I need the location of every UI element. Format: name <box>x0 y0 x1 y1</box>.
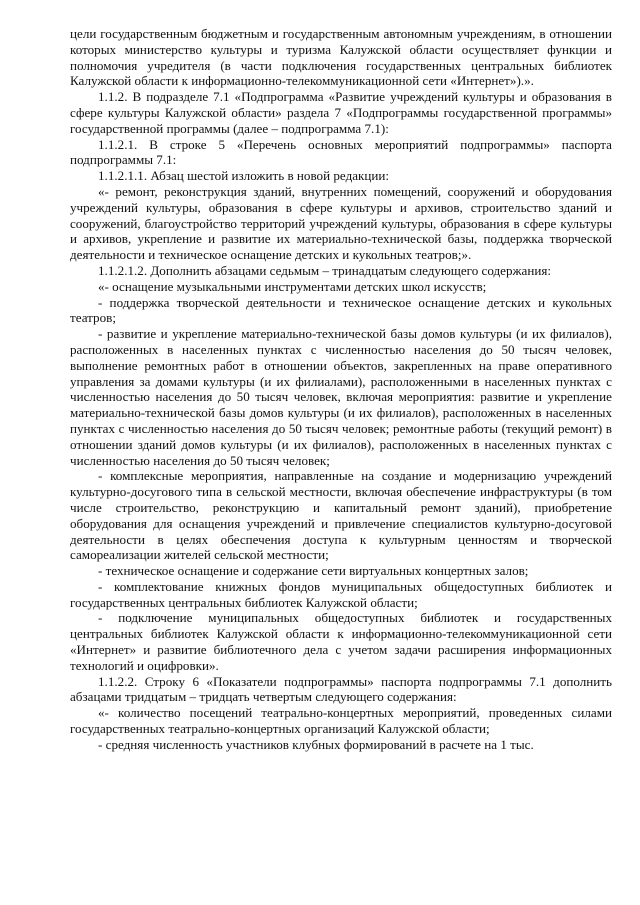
paragraph-1: цели государственным бюджетным и государственным автономным учреждениям, в отношении которых министерство культуры и туризма Калужской области осуществляет функции и полномочия учредителя (в части подключения государственных центральных библиотек Калужской области к информационно-телекоммуникационной сети «Интернет»).». <box>70 26 612 89</box>
paragraph-16: - средняя численность участников клубных формирований в расчете на 1 тыс. <box>98 736 534 752</box>
paragraph-9: - развитие и укрепление материально-технической базы домов культуры (и их филиалов), расположенных в населенных пунктах с численностью населения до 50 тысяч человек, выполнение ремонтных работ в отношении объектов, закрепленных на праве оперативного управления за домами культуры (и их филиалами), расположенными в населенных пунктах с численностью населения до 50 тысяч человек, включая мероприятия: развитие и укрепление материально-технической базы домов культуры (и их филиалов), расположенных в населенных пунктах с численностью населения до 50 тысяч человек; ремонтные работы (текущий ремонт) в отношении зданий домов культуры (и их филиалов), расположенных в населенных пунктах с численностью населения до 50 тысяч человек; <box>70 326 612 468</box>
paragraph-11: - техническое оснащение и содержание сети виртуальных концертных залов; <box>98 563 529 579</box>
paragraph-3: 1.1.2.1. В строке 5 «Перечень основных мероприятий подпрограммы» паспорта подпрограммы 7.1: <box>70 136 612 168</box>
paragraph-13: - подключение муниципальных общедоступных библиотек и государственных центральных библиотек Калужской области к информационно-телекоммуникационной сети «Интернет» и развитие библиотечного дела с учетом задачи расширения информационных технологий и оцифровки». <box>70 610 612 673</box>
paragraph-7: «- оснащение музыкальными инструментами детских школ искусств; <box>98 278 487 294</box>
paragraph-14: 1.1.2.2. Строку 6 «Показатели подпрограммы» паспорта подпрограммы 7.1 дополнить абзацами тридцатым – тридцать четвертым следующего содержания: <box>70 673 612 705</box>
paragraph-4: 1.1.2.1.1. Абзац шестой изложить в новой редакции: <box>98 168 390 184</box>
paragraph-15: «- количество посещений театрально-концертных мероприятий, проведенных силами государственных театрально-концертных организаций Калужской области; <box>70 705 612 737</box>
paragraph-10: - комплексные мероприятия, направленные на создание и модернизацию учреждений культурно-досугового типа в сельской местности, включая обеспечение инфраструктуры (в том числе строительство, реконструкцию и капитальный ремонт зданий), приобретение оборудования для оснащения учреждений и привлечение специалистов культурно-досуговой деятельности в целях обеспечения доступа к культурным ценностям и творческой самореализации жителей сельской местности; <box>70 468 612 563</box>
paragraph-6: 1.1.2.1.2. Дополнить абзацами седьмым – тринадцатым следующего содержания: <box>98 262 552 278</box>
paragraph-5: «- ремонт, реконструкция зданий, внутренних помещений, сооружений и оборудования учреждений культуры, образования в сфере культуры и архивов, строительство зданий и сооружений, благоустройство территорий учреждений культуры, образования в сфере культуры и архивов, укрепление и развитие их материально-технической базы, поддержка творческой деятельности и техническое оснащение детских и кукольных театров;». <box>70 183 612 263</box>
paragraph-2: 1.1.2. В подразделе 7.1 «Подпрограмма «Развитие учреждений культуры и образования в сфере культуры Калужской области» раздела 7 «Подпрограммы государственной программы» государственной программы (далее – подпрограмма 7.1): <box>70 89 612 136</box>
paragraph-8: - поддержка творческой деятельности и техническое оснащение детских и кукольных театров; <box>70 294 612 326</box>
paragraph-12: - комплектование книжных фондов муниципальных общедоступных библиотек и государственных центральных библиотек Калужской области; <box>70 578 612 610</box>
